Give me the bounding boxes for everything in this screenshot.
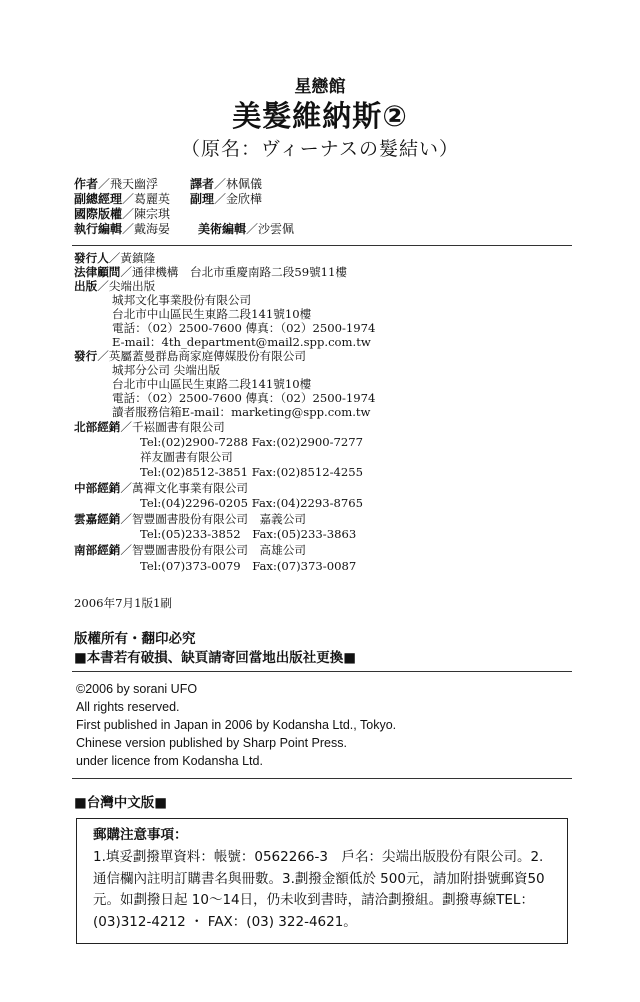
mail-order-box [76,818,568,944]
credit-row: 執行編輯／戴海晏 [74,222,171,236]
publish-detail: 城邦文化事業股份有限公司 [112,293,252,307]
chiayi-dealer-label: 雲嘉經銷 [74,512,121,526]
rights-notice: 版權所有・翻印必究 [74,631,196,647]
taiwan-edition-label: ■台灣中文版■ [74,795,168,811]
copyright-line: All rights reserved. [76,700,180,714]
chiayi-dealer-value: 智豐圖書股份有限公司 嘉義公司 [132,512,306,526]
central-dealer-label: 中部經銷 [74,481,121,495]
credit-label: 美術編輯 [198,222,247,236]
chiayi-dealer-line: 雲嘉經銷／智豐圖書股份有限公司 嘉義公司 [74,512,306,526]
publish-detail: 台北市中山區民生東路二段141號10樓 [112,307,312,321]
issuer-label: 發行人 [74,251,109,265]
central-dealer-detail: Tel:(04)2296-0205 Fax:(04)2293-8765 [140,496,364,510]
distribute-value: 英屬蓋曼群島商家庭傳媒股份有限公司 [108,349,306,363]
south-dealer-line: 南部經銷／智豐圖書股份有限公司 高雄公司 [74,543,306,557]
distribute-detail: 電話：（02）2500-7600 傳真：（02）2500-1974 [112,391,376,405]
issuer-line: 發行人／黃鎮隆 [74,251,156,265]
credit-label: 作者 [74,177,99,191]
central-dealer-value: 萬禪文化事業有限公司 [132,481,248,495]
divider [72,778,572,779]
credit-row: 副總經理／葛麗英 [74,192,171,206]
south-dealer-detail: Tel:(07)373-0079 Fax:(07)373-0087 [140,559,357,573]
north-dealer-value: 千崧圖書有限公司 [132,420,225,434]
credit-label: 副理 [190,192,215,206]
credit-label: 副總經理 [74,192,123,206]
credit-value: 戴海晏 [134,222,171,236]
credit-value: 金欣樺 [226,192,263,206]
credit-value: 陳宗琪 [134,207,171,221]
mail-order-title: 郵購注意事項： [93,827,188,843]
credit-row: 美術編輯／沙雲佩 [198,222,295,236]
divider [72,245,572,246]
south-dealer-value: 智豐圖書股份有限公司 高雄公司 [132,543,306,557]
credit-value: 葛麗英 [134,192,171,206]
credit-row: 國際版權／陳宗琪 [74,207,171,221]
legal-value: 通律機構 台北市重慶南路二段59號11樓 [132,265,348,279]
publish-detail: E-mail：4th_department@mail2.spp.com.tw [112,335,371,349]
divider [72,671,572,672]
north-dealer-label: 北部經銷 [74,420,121,434]
credit-row: 譯者／林佩儀 [190,177,263,191]
central-dealer-line: 中部經銷／萬禪文化事業有限公司 [74,481,248,495]
publish-line: 出版／尖端出版 [74,279,156,293]
south-dealer-label: 南部經銷 [74,543,121,557]
distribute-label: 發行 [74,349,98,363]
publish-detail: 電話：（02）2500-7600 傳真：（02）2500-1974 [112,321,376,335]
copyright-line: Chinese version published by Sharp Point Press. [76,736,347,750]
north-dealer-detail: 祥友圖書有限公司 [140,450,233,464]
north-dealer-detail: Tel:(02)8512-3851 Fax:(02)8512-4255 [140,465,364,479]
chiayi-dealer-detail: Tel:(05)233-3852 Fax:(05)233-3863 [140,527,357,541]
credit-value: 飛天幽浮 [110,177,159,191]
legal-label: 法律顧問 [74,265,121,279]
mail-order-body: 1.填妥劃撥單資料：帳號：0562266-3 戶名：尖端出版股份有限公司。2.通信欄內註明訂購書名與冊數。3.劃撥金額低於 500元，請加附掛號郵資50元。如劃撥日起 10～14日，仍未收到書時，請洽劃撥組。劃撥專線TEL：(03)312-4212 ・ FAX：(03) 322-4621。 [93,849,545,930]
north-dealer-line: 北部經銷／千崧圖書有限公司 [74,420,225,434]
credit-value: 林佩儀 [226,177,263,191]
distribute-detail: 台北市中山區民生東路二段141號10樓 [112,377,312,391]
publish-label: 出版 [74,279,98,293]
damage-notice: ■本書若有破損、缺頁請寄回當地出版社更換■ [74,650,357,666]
credit-row: 副理／金欣樺 [190,192,263,206]
original-title: （原名：ヴィーナスの髮結い） [180,138,460,160]
distribute-line: 發行／英屬蓋曼群島商家庭傳媒股份有限公司 [74,349,306,363]
copyright-line: ©2006 by sorani UFO [76,682,198,696]
distribute-detail: 城邦分公司 尖端出版 [112,363,221,377]
credit-row: 作者／飛天幽浮 [74,177,159,191]
copyright-line: First published in Japan in 2006 by Kodansha Ltd., Tokyo. [76,718,397,732]
edition-date: 2006年7月1版1刷 [74,596,173,610]
imprint-name: 星戀館 [294,77,346,97]
publish-value: 尖端出版 [108,279,156,293]
credit-label: 執行編輯 [74,222,123,236]
distribute-detail: 讀者服務信箱E-mail：marketing@spp.com.tw [112,405,371,419]
copyright-line: under licence from Kodansha Ltd. [76,754,263,768]
credit-label: 國際版權 [74,207,123,221]
book-title: 美髮維納斯② [232,99,408,133]
legal-line: 法律顧問／通律機構 台北市重慶南路二段59號11樓 [74,265,348,279]
credit-value: 沙雲佩 [258,222,295,236]
issuer-value: 黃鎮隆 [120,251,156,265]
north-dealer-detail: Tel:(02)2900-7288 Fax:(02)2900-7277 [140,435,364,449]
credit-label: 譯者 [190,177,215,191]
